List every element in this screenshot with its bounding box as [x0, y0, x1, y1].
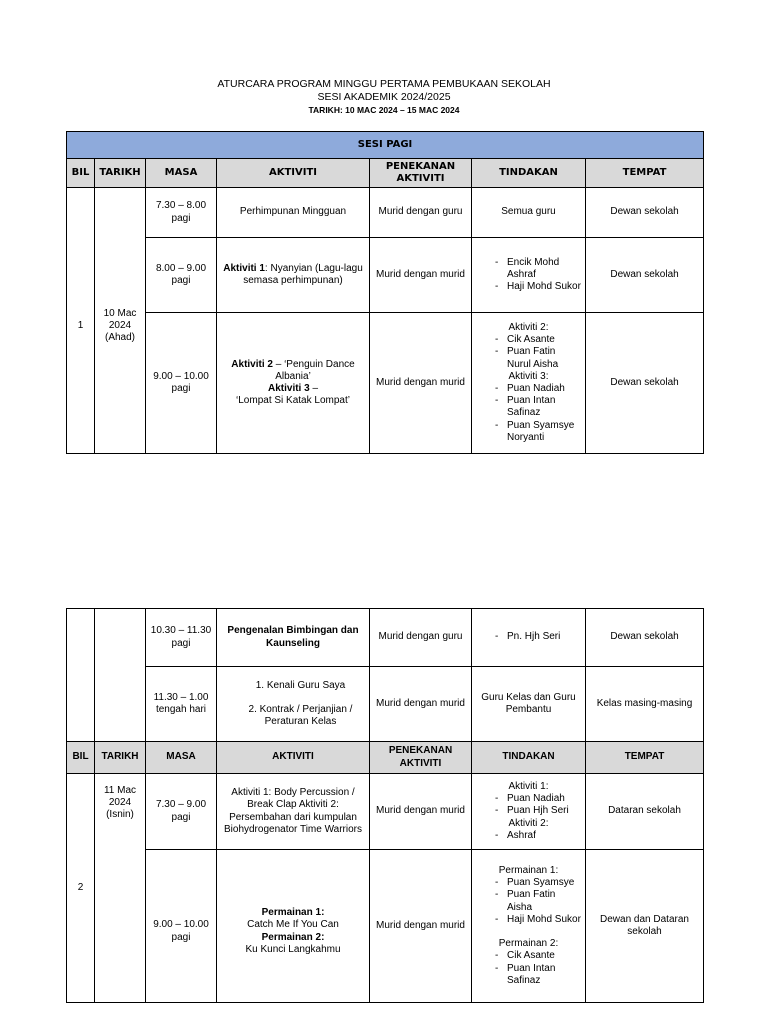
header-masa: MASA — [146, 159, 217, 188]
row-tindakan — [472, 238, 586, 313]
tindakan-heading: Aktiviti 3: — [508, 370, 549, 382]
row-bil-empty — [67, 609, 95, 742]
row-aktiviti — [217, 609, 370, 667]
header-masa: MASA — [146, 742, 217, 774]
row-masa: 9.00 – 10.00 pagi — [146, 850, 217, 1003]
activity-item: 1. Kenali Guru Saya — [255, 679, 346, 691]
row-masa: 8.00 – 9.00 pagi — [146, 238, 217, 313]
session-title: SESI PAGI — [67, 132, 704, 159]
list-item: - Puan Fatin Aisha — [495, 889, 582, 913]
row-tempat: Dewan sekolah — [586, 609, 704, 667]
row-tarikh: 10 Mac 2024 (Ahad) — [95, 188, 146, 454]
row-aktiviti — [217, 313, 370, 454]
table-row — [67, 313, 704, 454]
game-name: Ku Kunci Langkahmu — [245, 943, 341, 955]
row-aktiviti — [217, 850, 370, 1003]
list-item: - Puan Syamsye Noryanti — [495, 420, 582, 444]
table-header-row — [67, 742, 704, 774]
header-tempat: TEMPAT — [586, 742, 704, 774]
schedule-table-session-pagi — [66, 131, 704, 454]
list-item: - Ashraf — [495, 830, 582, 842]
table-row — [67, 850, 704, 1003]
list-item: - Puan Nadiah — [495, 383, 582, 395]
activity-label: Aktiviti 1 — [223, 262, 265, 274]
schedule-table-continued — [66, 608, 704, 1003]
table-row — [67, 667, 704, 742]
row-penekanan: Murid dengan guru — [370, 188, 472, 238]
list-item: - Puan Intan Safinaz — [495, 395, 582, 419]
header-aktiviti: AKTIVITI — [217, 742, 370, 774]
list-item: - Haji Mohd Sukor — [495, 914, 582, 926]
header-tempat: TEMPAT — [586, 159, 704, 188]
row-penekanan: Murid dengan murid — [370, 850, 472, 1003]
list-item: - Puan Nadiah — [495, 793, 582, 805]
staff-list — [475, 950, 582, 987]
row-tempat: Kelas masing-masing — [586, 667, 704, 742]
row-masa: 7.30 – 9.00 pagi — [146, 774, 217, 850]
tindakan-heading: Permainan 2: — [498, 938, 559, 950]
row-penekanan: Murid dengan murid — [370, 238, 472, 313]
row-tindakan — [472, 313, 586, 454]
row-tempat: Dewan dan Dataran sekolah — [586, 850, 704, 1003]
row-bil: 2 — [67, 774, 95, 1003]
tindakan-heading: Permainan 1: — [498, 865, 559, 877]
session-title-row — [67, 132, 704, 159]
row-aktiviti — [217, 238, 370, 313]
program-date: TARIKH: 10 MAC 2024 – 15 MAC 2024 — [308, 105, 460, 115]
row-masa: 10.30 – 11.30 pagi — [146, 609, 217, 667]
header-tarikh: TARIKH — [95, 742, 146, 774]
activity-label: Pengenalan Bimbingan dan Kaunseling — [227, 625, 359, 649]
staff-list — [475, 793, 582, 817]
staff-list — [475, 257, 582, 294]
activity-label: Aktiviti 2 — [231, 358, 273, 370]
row-aktiviti — [217, 667, 370, 742]
header-aktiviti: AKTIVITI — [217, 159, 370, 188]
row-tindakan — [472, 774, 586, 850]
header-penekanan: PENEKANAN AKTIVITI — [370, 742, 472, 774]
row-tindakan: Semua guru — [472, 188, 586, 238]
list-item: - Puan Hjh Seri — [495, 805, 582, 817]
list-item: - Cik Asante — [495, 950, 582, 962]
academic-session: SESI AKADEMIK 2024/2025 — [317, 91, 451, 103]
table-row — [67, 774, 704, 850]
list-item: - Puan Syamsye — [495, 877, 582, 889]
row-penekanan: Murid dengan murid — [370, 774, 472, 850]
row-masa: 7.30 – 8.00 pagi — [146, 188, 217, 238]
row-tarikh: 11 Mac 2024 (Isnin) — [95, 774, 146, 1003]
activity-text: ‘Lompat Si Katak Lompat’ — [236, 395, 350, 407]
list-item: - Cik Asante — [495, 334, 582, 346]
list-item: - Encik Mohd Ashraf — [495, 257, 582, 281]
row-tempat: Dewan sekolah — [586, 188, 704, 238]
activity-label: Aktiviti 3 — [267, 383, 310, 394]
staff-list — [475, 334, 582, 371]
document-title-block — [0, 78, 768, 117]
tindakan-heading: Aktiviti 2: — [508, 817, 549, 829]
header-bil: BIL — [67, 159, 95, 188]
staff-list — [475, 631, 582, 643]
row-tempat: Dewan sekolah — [586, 313, 704, 454]
game-label: Permainan 2: — [261, 931, 325, 943]
activity-text: – ‘Penguin Dance Albania’ — [272, 358, 355, 382]
header-bil: BIL — [67, 742, 95, 774]
tindakan-heading: Aktiviti 2: — [508, 321, 549, 333]
row-masa: 11.30 – 1.00 tengah hari — [146, 667, 217, 742]
header-tarikh: TARIKH — [95, 159, 146, 188]
row-tindakan — [472, 850, 586, 1003]
list-item: - Haji Mohd Sukor — [495, 281, 582, 293]
activity-text: : Nyanyian (Lagu-lagu semasa perhimpunan) — [243, 262, 363, 286]
row-tempat: Dataran sekolah — [586, 774, 704, 850]
row-masa: 9.00 – 10.00 pagi — [146, 313, 217, 454]
row-aktiviti: Perhimpunan Mingguan — [217, 188, 370, 238]
row-tempat: Dewan sekolah — [586, 238, 704, 313]
row-tarikh-empty — [95, 609, 146, 742]
game-label: Permainan 1: — [261, 907, 325, 919]
row-aktiviti: Aktiviti 1: Body Percussion / Break Clap Aktiviti 2: Persembahan dari kumpulan Biohydrogenator Time Warriors — [217, 774, 370, 850]
tindakan-heading: Aktiviti 1: — [508, 780, 549, 792]
game-name: Catch Me If You Can — [247, 919, 339, 931]
header-penekanan: PENEKANAN AKTIVITI — [370, 159, 472, 188]
document-title: ATURCARA PROGRAM MINGGU PERTAMA PEMBUKAAN SEKOLAH — [217, 78, 551, 90]
activity-item: 2. Kontrak / Perjanjian / Peraturan Kelas — [248, 703, 353, 728]
row-tindakan: Guru Kelas dan Guru Pembantu — [472, 667, 586, 742]
header-tindakan: TINDAKAN — [472, 159, 586, 188]
staff-list — [475, 830, 582, 842]
table-row — [67, 609, 704, 667]
row-bil: 1 — [67, 188, 95, 454]
row-tindakan — [472, 609, 586, 667]
table-row — [67, 238, 704, 313]
row-penekanan: Murid dengan guru — [370, 609, 472, 667]
list-item: - Puan Fatin Nurul Aisha — [495, 346, 582, 370]
table-row — [67, 188, 704, 238]
header-tindakan: TINDAKAN — [472, 742, 586, 774]
list-item: - Puan Intan Safinaz — [495, 963, 582, 987]
staff-list — [475, 383, 582, 444]
table-header-row — [67, 159, 704, 188]
list-item: - Pn. Hjh Seri — [495, 631, 582, 643]
activity-text: – — [309, 383, 319, 394]
row-penekanan: Murid dengan murid — [370, 667, 472, 742]
row-penekanan: Murid dengan murid — [370, 313, 472, 454]
staff-list — [475, 877, 582, 926]
